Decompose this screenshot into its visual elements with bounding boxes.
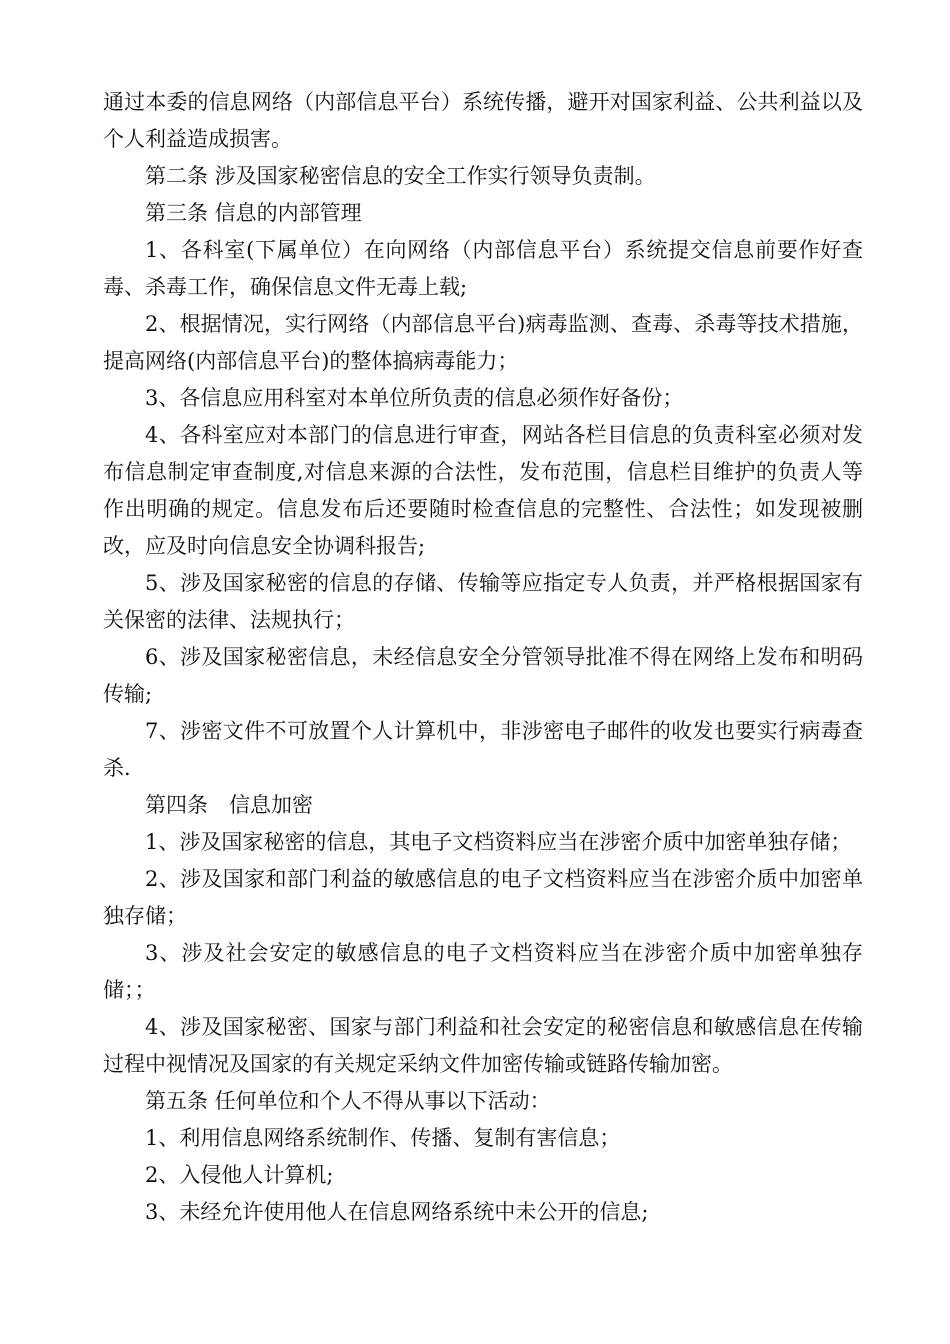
document-page xyxy=(103,84,863,1231)
article-4-item-3: 3、涉及社会安定的敏感信息的电子文档资料应当在涉密介质中加密单独存储；； xyxy=(103,941,863,1002)
paragraph-continuation: 通过本委的信息网络（内部信息平台）系统传播，避开对国家利益、公共利益以及个人利益造成损害。 xyxy=(103,90,863,151)
article-5-item-1: 1、利用信息网络系统制作、传播、复制有害信息； xyxy=(145,1126,621,1150)
article-3-item-7: 7、涉密文件不可放置个人计算机中，非涉密电子邮件的收发也要实行病毒查杀. xyxy=(103,719,863,780)
article-3-item-4: 4、各科室应对本部门的信息进行审查，网站各栏目信息的负责科室必须对发布信息制定审查制度,对信息来源的合法性，发布范围，信息栏目维护的负责人等作出明确的规定。信息发布后还要随时检查信息的完整性、合法性；如发现被删改，应及时向信息安全协调科报告; xyxy=(103,423,863,558)
article-4-item-2: 2、涉及国家和部门利益的敏感信息的电子文档资料应当在涉密介质中加密单独存储； xyxy=(103,867,863,928)
article-3-item-6: 6、涉及国家秘密信息，未经信息安全分管领导批准不得在网络上发布和明码传输; xyxy=(103,645,863,706)
article-3-heading: 第三条 信息的内部管理 xyxy=(145,201,362,225)
article-3-item-1: 1、各科室(下属单位）在向网络（内部信息平台）系统提交信息前要作好查毒、杀毒工作，确保信息文件无毒上载; xyxy=(103,238,863,299)
article-4-item-1: 1、涉及国家秘密的信息，其电子文档资料应当在涉密介质中加密单独存储； xyxy=(145,830,852,854)
article-3-item-2: 2、根据情况，实行网络（内部信息平台)病毒监测、查毒、杀毒等技术措施，提高网络(内部信息平台)的整体搞病毒能力； xyxy=(103,312,863,373)
article-3-item-5: 5、涉及国家秘密的信息的存储、传输等应指定专人负责，并严格根据国家有关保密的法律、法规执行； xyxy=(103,571,863,632)
article-4-item-4: 4、涉及国家秘密、国家与部门利益和社会安定的秘密信息和敏感信息在传输过程中视情况及国家的有关规定采纳文件加密传输或链路传输加密。 xyxy=(103,1015,863,1076)
article-3-item-3: 3、各信息应用科室对本单位所负责的信息必须作好备份； xyxy=(145,386,684,410)
article-5-item-2: 2、入侵他人计算机; xyxy=(145,1163,334,1187)
article-5-heading: 第五条 任何单位和个人不得从事以下活动： xyxy=(145,1089,551,1113)
article-5-item-3: 3、未经允许使用他人在信息网络系统中未公开的信息; xyxy=(145,1200,649,1224)
article-4-heading: 第四条 信息加密 xyxy=(145,793,313,817)
article-2-heading: 第二条 涉及国家秘密信息的安全工作实行领导负责制。 xyxy=(145,164,656,188)
